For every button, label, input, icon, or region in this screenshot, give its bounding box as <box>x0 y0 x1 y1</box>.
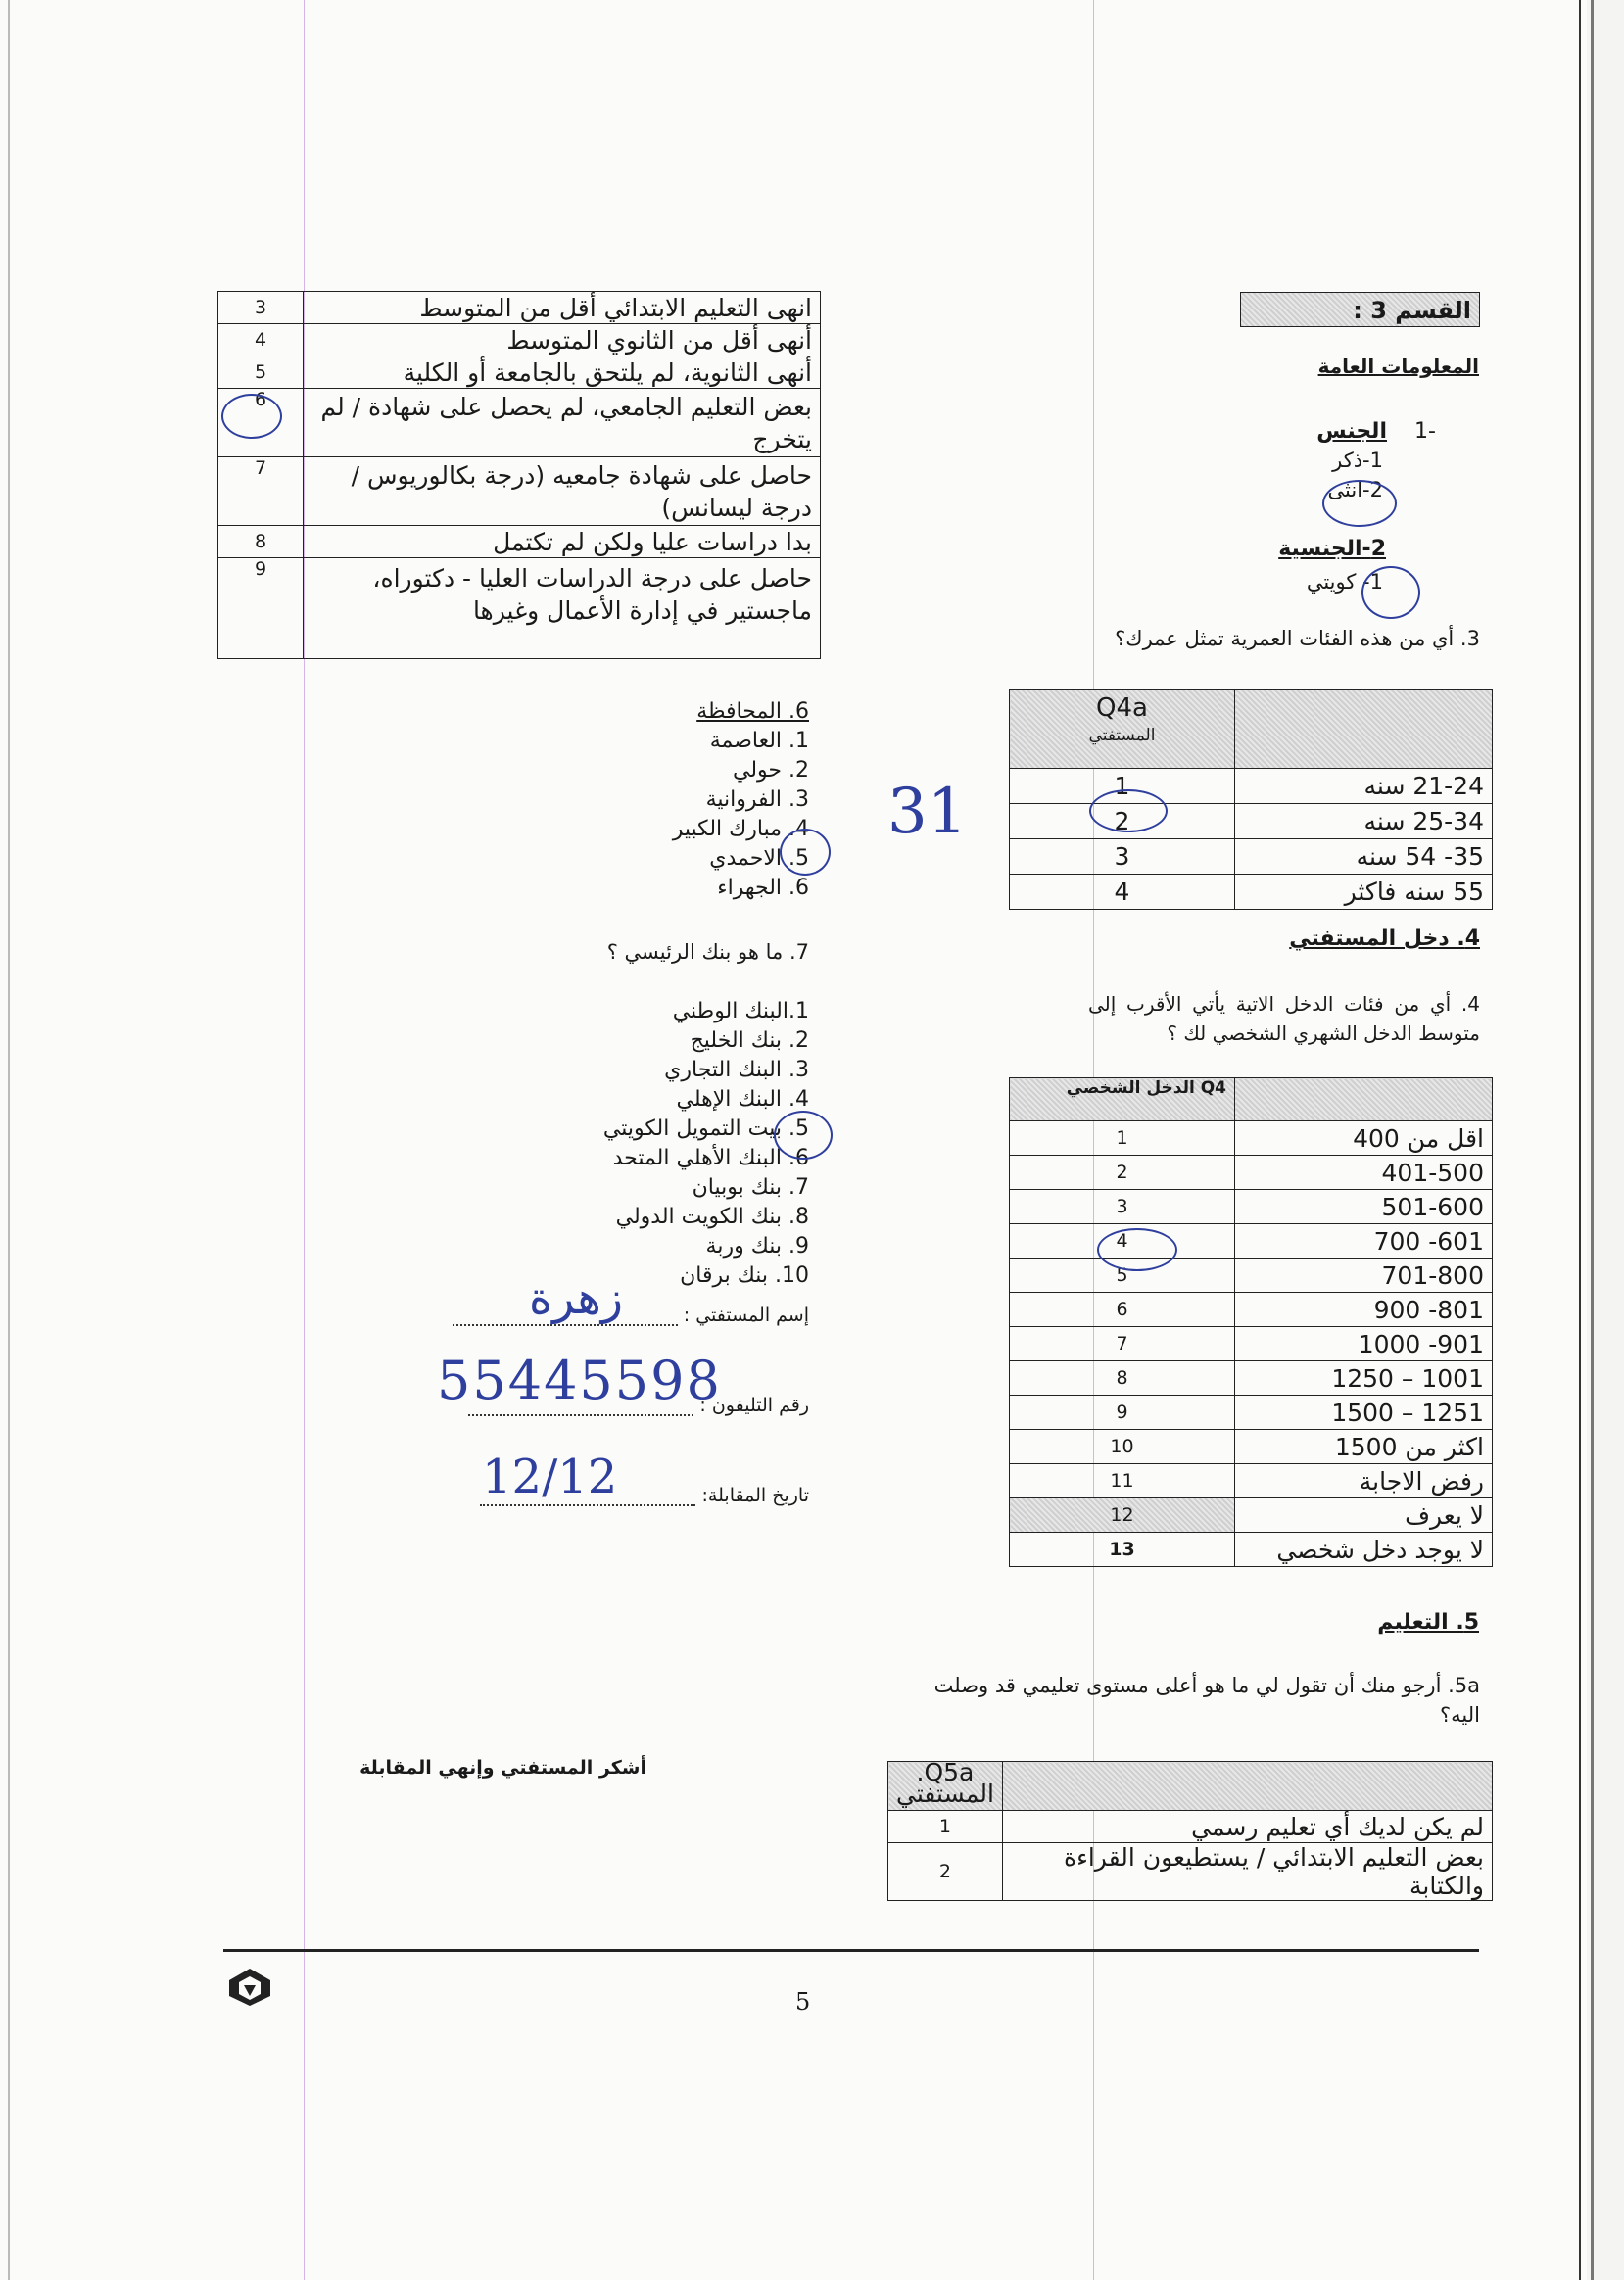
age-option-text: 21-24 سنه <box>1235 769 1493 804</box>
income-option-code: 6 <box>1010 1293 1235 1327</box>
education-option-code: 1 <box>888 1811 1003 1843</box>
page-number: 5 <box>795 1988 811 2016</box>
bank-item: 9. بنك وربة <box>705 1234 809 1259</box>
income-option-code: 5 <box>1010 1259 1235 1293</box>
income-option-text: 601- 700 <box>1235 1224 1493 1259</box>
respondent-name-label: إسم المستفتي : <box>683 1305 809 1326</box>
income-table-code: Q4 الدخل الشخصي <box>1010 1078 1235 1121</box>
level-code: 4 <box>218 324 304 356</box>
level-code: 7 <box>218 457 304 526</box>
level-code: 9 <box>218 558 304 659</box>
selected-answer-circle <box>1089 789 1168 832</box>
education-option-code: 2 <box>888 1843 1003 1901</box>
income-option-code: 8 <box>1010 1361 1235 1396</box>
level-text: حاصل على درجة الدراسات العليا - دكتوراه، ماجستير في إدارة الأعمال وغيرها <box>304 558 821 659</box>
education-option-text: لم يكن لديك أي تعليم رسمي <box>1002 1811 1492 1843</box>
q2-nationality-title: 2-الجنسية <box>1278 537 1386 561</box>
selected-answer-circle <box>780 829 831 876</box>
level-code: 5 <box>218 356 304 389</box>
age-table-code-sub: المستفتي <box>1088 726 1156 745</box>
income-option-text: 401-500 <box>1235 1156 1493 1190</box>
age-option-text: 35- 54 سنه <box>1235 839 1493 875</box>
age-group-table <box>1009 689 1493 910</box>
age-option-code: 4 <box>1010 875 1235 910</box>
general-info-heading: المعلومات العامة <box>1317 355 1479 378</box>
page-edge-right-outer <box>1591 0 1594 2280</box>
education-table <box>887 1758 1493 1901</box>
q2-option-kuwaiti: 1- كويتي <box>1306 570 1383 594</box>
handwritten-phone: 55445598 <box>437 1350 722 1411</box>
page-edge-right <box>1579 0 1581 2280</box>
level-text: أنهى أقل من الثانوي المتوسط <box>304 324 821 356</box>
governorate-title: 6. المحافظة <box>696 699 809 724</box>
income-option-text: 901- 1000 <box>1235 1327 1493 1361</box>
bank-item: 6. البنك الأهلي المتحد <box>612 1146 809 1170</box>
income-option-text: اقل من 400 <box>1235 1121 1493 1156</box>
handwritten-name: زهرة <box>529 1271 623 1324</box>
respondent-name-row <box>453 1305 809 1326</box>
selected-answer-circle <box>1361 566 1420 619</box>
respondent-name-field[interactable] <box>453 1324 678 1326</box>
income-option-text: لا يوجد دخل شخصي <box>1235 1533 1493 1567</box>
section-header: القسم 3 : <box>1240 292 1480 327</box>
bank-item: 4. البنك الإهلي <box>676 1087 809 1112</box>
age-option-text: 55 سنه فاكثر <box>1235 875 1493 910</box>
bank-item: 3. البنك التجاري <box>664 1058 809 1082</box>
education-levels-continued-table <box>217 291 821 659</box>
income-option-text: 501-600 <box>1235 1190 1493 1224</box>
income-option-text: رفض الاجابة <box>1235 1464 1493 1498</box>
governorate-item: 4. مبارك الكبير <box>672 817 809 841</box>
education-section-title: 5. التعليم <box>1377 1610 1479 1635</box>
phone-label: رقم التليفون : <box>699 1395 809 1416</box>
age-table-code: Q4a <box>1096 693 1148 723</box>
income-option-code: 12 <box>1010 1498 1235 1533</box>
income-option-code: 3 <box>1010 1190 1235 1224</box>
age-option-code: 1 <box>1010 769 1235 804</box>
governorate-item: 6. الجهراء <box>717 876 809 900</box>
income-option-code: 10 <box>1010 1430 1235 1464</box>
bank-item: 8. بنك الكويت الدولي <box>615 1205 809 1229</box>
bank-item: 10. بنك برقان <box>680 1263 809 1288</box>
q1-option-female: 2-انثى <box>1327 478 1383 501</box>
level-text: بعض التعليم الجامعي، لم يحصل على شهادة / لم يتخرج <box>304 389 821 457</box>
bank-item: 1.البنك الوطني <box>672 999 809 1023</box>
education-table-code: Q5a. المستفتي <box>888 1762 1003 1811</box>
phone-field[interactable] <box>468 1414 693 1416</box>
level-code: 3 <box>218 292 304 324</box>
q1-gender-title: الجنس <box>1316 419 1387 444</box>
bank-question: 7. ما هو بنك الرئيسي ؟ <box>606 940 809 964</box>
level-code: 6 <box>218 389 304 457</box>
age-option-code: 3 <box>1010 839 1235 875</box>
selected-answer-circle <box>1322 480 1397 527</box>
age-option-text: 25-34 سنه <box>1235 804 1493 839</box>
footer-rule <box>223 1949 1479 1952</box>
interview-date-field[interactable] <box>480 1504 695 1506</box>
handwritten-date: 12/12 <box>482 1449 618 1504</box>
income-option-code: 7 <box>1010 1327 1235 1361</box>
income-option-code: 1 <box>1010 1121 1235 1156</box>
income-option-text: 701-800 <box>1235 1259 1493 1293</box>
level-code: 8 <box>218 526 304 558</box>
income-option-text: 1251 – 1500 <box>1235 1396 1493 1430</box>
level-text: انهى التعليم الابتدائي أقل من المتوسط <box>304 292 821 324</box>
page-edge-left <box>8 0 10 2280</box>
income-table <box>1009 1077 1493 1567</box>
governorate-item: 3. الفروانية <box>705 787 809 812</box>
education-question: 5a. أرجو منك أن تقول لي ما هو أعلى مستوى تعليمي قد وصلت اليه؟ <box>933 1674 1480 1727</box>
income-option-code: 9 <box>1010 1396 1235 1430</box>
q1-number: -1 <box>1414 419 1436 444</box>
selected-answer-circle <box>1097 1228 1177 1271</box>
level-text: أنهى الثانوية، لم يلتحق بالجامعة أو الكلية <box>304 356 821 389</box>
income-question: 4. أي من فئات الدخل الاتية يأتي الأقرب إلى متوسط الدخل الشهري الشخصي لك ؟ <box>1088 992 1480 1045</box>
level-text: حاصل على شهادة جامعيه (درجة بكالوريوس / درجة ليسانس) <box>304 457 821 526</box>
selected-answer-circle <box>221 394 282 439</box>
closing-instruction: أشكر المستفتي وإنهي المقابلة <box>359 1757 646 1779</box>
income-option-text: اكثر من 1500 <box>1235 1430 1493 1464</box>
bank-item: 7. بنك بوبيان <box>692 1175 809 1200</box>
governorate-list <box>623 697 809 903</box>
income-option-code: 2 <box>1010 1156 1235 1190</box>
governorate-item: 2. حولي <box>733 758 809 783</box>
bank-item: 5. بيت التمويل الكويتي <box>602 1116 809 1141</box>
bank-list <box>554 997 809 1291</box>
q1-option-male: 1-ذكر <box>1332 449 1383 472</box>
income-section-title: 4. دخل المستفتي <box>1289 926 1480 951</box>
selected-answer-circle <box>774 1111 833 1160</box>
income-option-code: 11 <box>1010 1464 1235 1498</box>
level-text: بدا دراسات عليا ولكن لم تكتمل <box>304 526 821 558</box>
income-option-text: 801- 900 <box>1235 1293 1493 1327</box>
company-logo-icon <box>227 1967 272 2008</box>
income-option-code: 4 <box>1010 1224 1235 1259</box>
income-option-text: 1001 – 1250 <box>1235 1361 1493 1396</box>
income-option-code: 13 <box>1010 1533 1235 1567</box>
governorate-item: 1. العاصمة <box>709 729 809 753</box>
q3-age-question: 3. أي من هذه الفئات العمرية تمثل عمرك؟ <box>1115 627 1480 650</box>
income-option-text: لا يعرف <box>1235 1498 1493 1533</box>
governorate-item: 5. الاحمدي <box>709 846 809 871</box>
interview-date-label: تاريخ المقابلة: <box>701 1485 809 1506</box>
education-option-text: بعض التعليم الابتدائي / يستطيعون القراءة والكتابة <box>1002 1843 1492 1901</box>
age-option-code: 2 <box>1010 804 1235 839</box>
bank-item: 2. بنك الخليج <box>690 1028 809 1053</box>
handwritten-code: 31 <box>887 776 968 848</box>
